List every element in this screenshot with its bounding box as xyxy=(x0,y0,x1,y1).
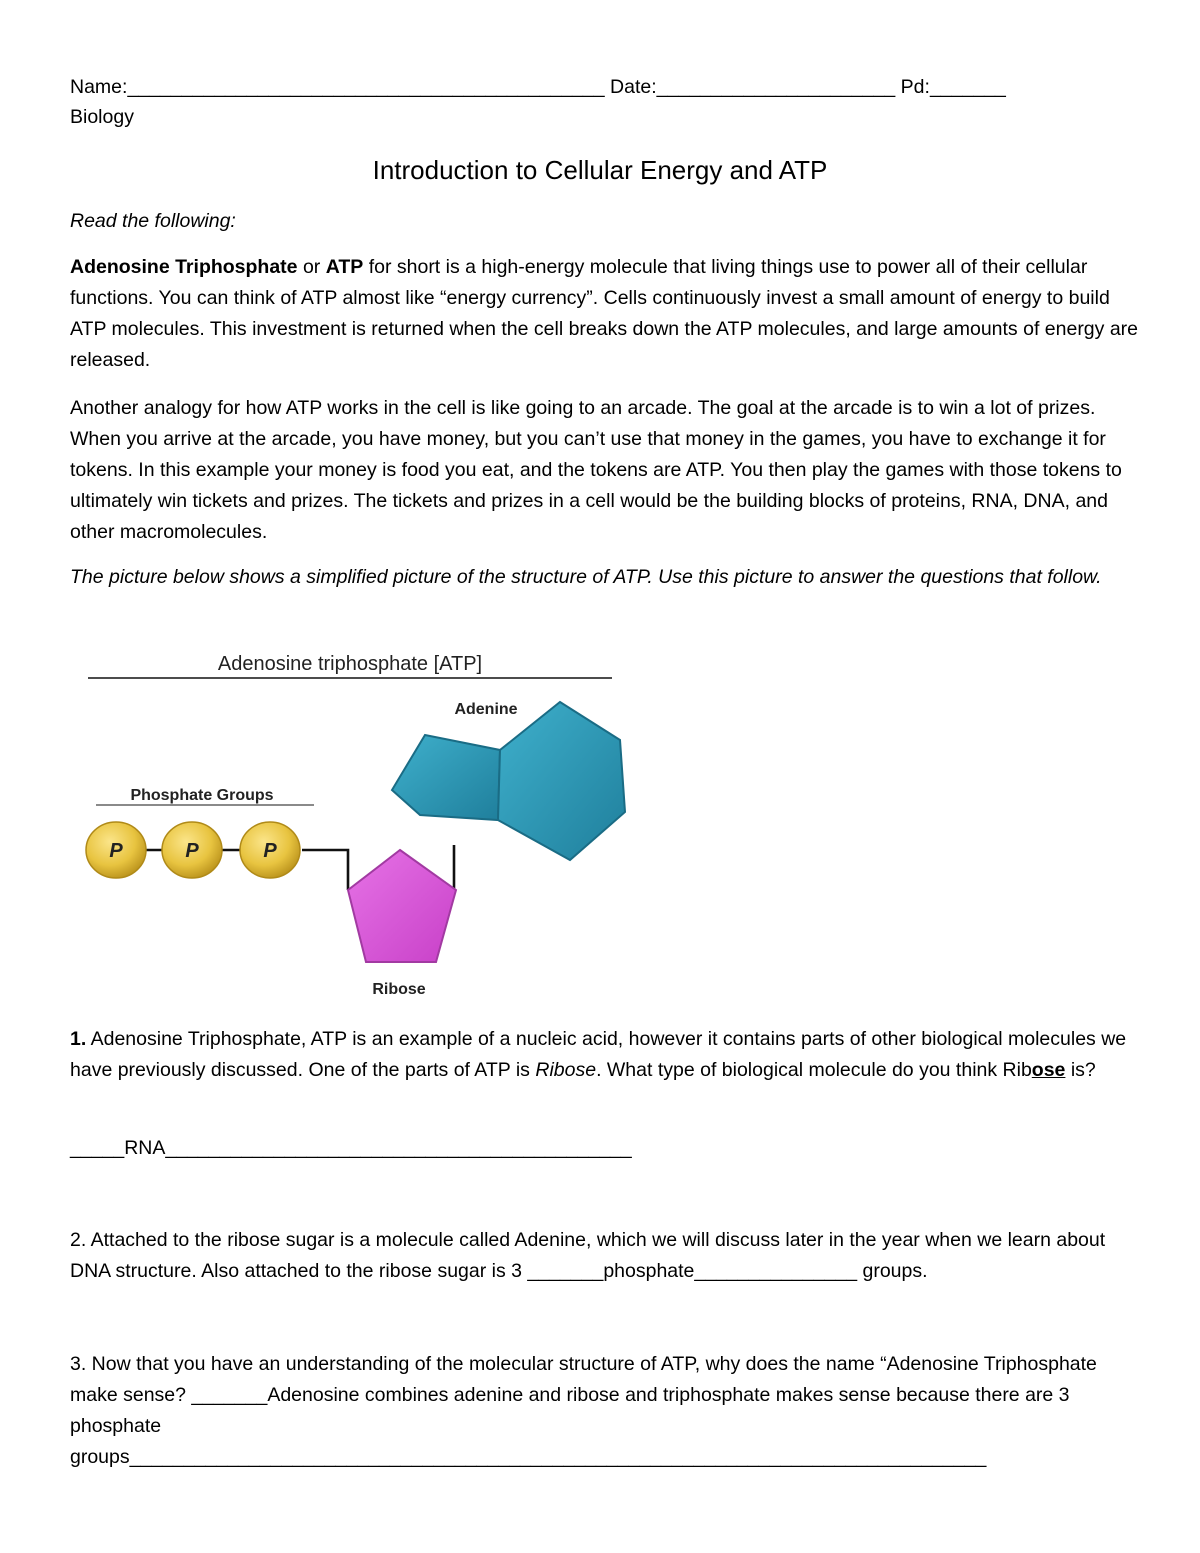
question-3-text: 3. Now that you have an understanding of the molecular structure of ATP, why does the name “Adenosine Triphosphate make sense? _______Adenosine combines adenine and ribose and triphosphate makes sense because there are 3 phosphate xyxy=(70,1353,1097,1437)
ribose-term: Ribose xyxy=(535,1059,597,1081)
question-3[interactable] xyxy=(70,1349,1140,1473)
adenine-five-ring xyxy=(392,735,500,820)
name-blank: ____________________________________________ xyxy=(127,76,605,98)
term-adenosine-triphosphate: Adenosine Triphosphate xyxy=(70,256,298,278)
date-label: Date: xyxy=(610,76,657,98)
question-1-number: 1. xyxy=(70,1028,87,1050)
paragraph-atp-intro xyxy=(70,252,1140,376)
question-2[interactable]: 2. Attached to the ribose sugar is a molecule called Adenine, which we will discuss later in the year when we learn about DNA structure. Also attached to the ribose sugar is 3 _______phosphate_______________ groups. xyxy=(70,1229,1106,1282)
ribose-pentagon xyxy=(348,850,456,962)
question-1-answer[interactable]: _____RNA___________________________________________ xyxy=(70,1137,632,1159)
term-atp: ATP xyxy=(325,256,364,278)
phosphate-groups-label: Phosphate Groups xyxy=(130,787,274,804)
question-1 xyxy=(70,1024,1140,1086)
phosphate-letter: P xyxy=(263,840,277,862)
paragraph-text: for short is a high-energy molecule that living things use to power all of their cellular functions. You can think of ATP almost like “energy currency”. Cells continuously invest a small amount of energy to build ATP molecules. This investment is returned when the cell breaks down the ATP molecules, and large amounts of energy are released. xyxy=(70,256,1139,371)
phosphate-letter: P xyxy=(185,840,199,862)
phosphate-group-3 xyxy=(240,822,300,878)
question-1-text: . What type of biological molecule do you think Rib xyxy=(596,1059,1032,1081)
atp-structure-figure xyxy=(80,640,640,1010)
adenine-six-ring xyxy=(498,702,625,860)
question-3-answer[interactable]: groups_______________________________________________________________________________ xyxy=(70,1446,987,1468)
paragraph-text: or xyxy=(297,256,326,278)
phosphate-group-1 xyxy=(86,822,146,878)
figure-title: Adenosine triphosphate [ATP] xyxy=(217,653,483,675)
paragraph-arcade-analogy: Another analogy for how ATP works in the cell is like going to an arcade. The goal at the arcade is to win a lot of prizes. When you arrive at the arcade, you have money, but you can’t use that money in the games, you have to exchange it for tokens. In this example your money is food you eat, and the tokens are ATP. You then play the games with those tokens to ultimately win tickets and prizes. The tickets and prizes in a cell would be the building blocks of proteins, RNA, DNA, and other macromolecules. xyxy=(70,397,1122,543)
question-1-text: Adenosine Triphosphate, ATP is an example of a nucleic acid, however it contains parts of other biological molecules we have previously discussed. One of the parts of ATP is xyxy=(70,1028,1127,1081)
question-1-text: is? xyxy=(1065,1059,1096,1081)
subject-label: Biology xyxy=(70,106,134,128)
period-blank: _______ xyxy=(929,76,1006,98)
bond-phosphate-ribose xyxy=(302,850,348,890)
header-line xyxy=(70,72,1006,103)
phosphate-group-2 xyxy=(162,822,222,878)
phosphate-letter: P xyxy=(109,840,123,862)
adenine-label: Adenine xyxy=(454,701,518,718)
period-label: Pd: xyxy=(900,76,930,98)
name-label: Name: xyxy=(70,76,128,98)
ribose-label: Ribose xyxy=(372,981,426,998)
underlined-suffix: ose xyxy=(1031,1059,1066,1081)
date-blank: ______________________ xyxy=(656,76,896,98)
read-instruction: Read the following: xyxy=(70,210,236,232)
page-title: Introduction to Cellular Energy and ATP xyxy=(372,155,828,185)
figure-instruction: The picture below shows a simplified picture of the structure of ATP. Use this picture to answer the questions that follow. xyxy=(70,566,1102,588)
